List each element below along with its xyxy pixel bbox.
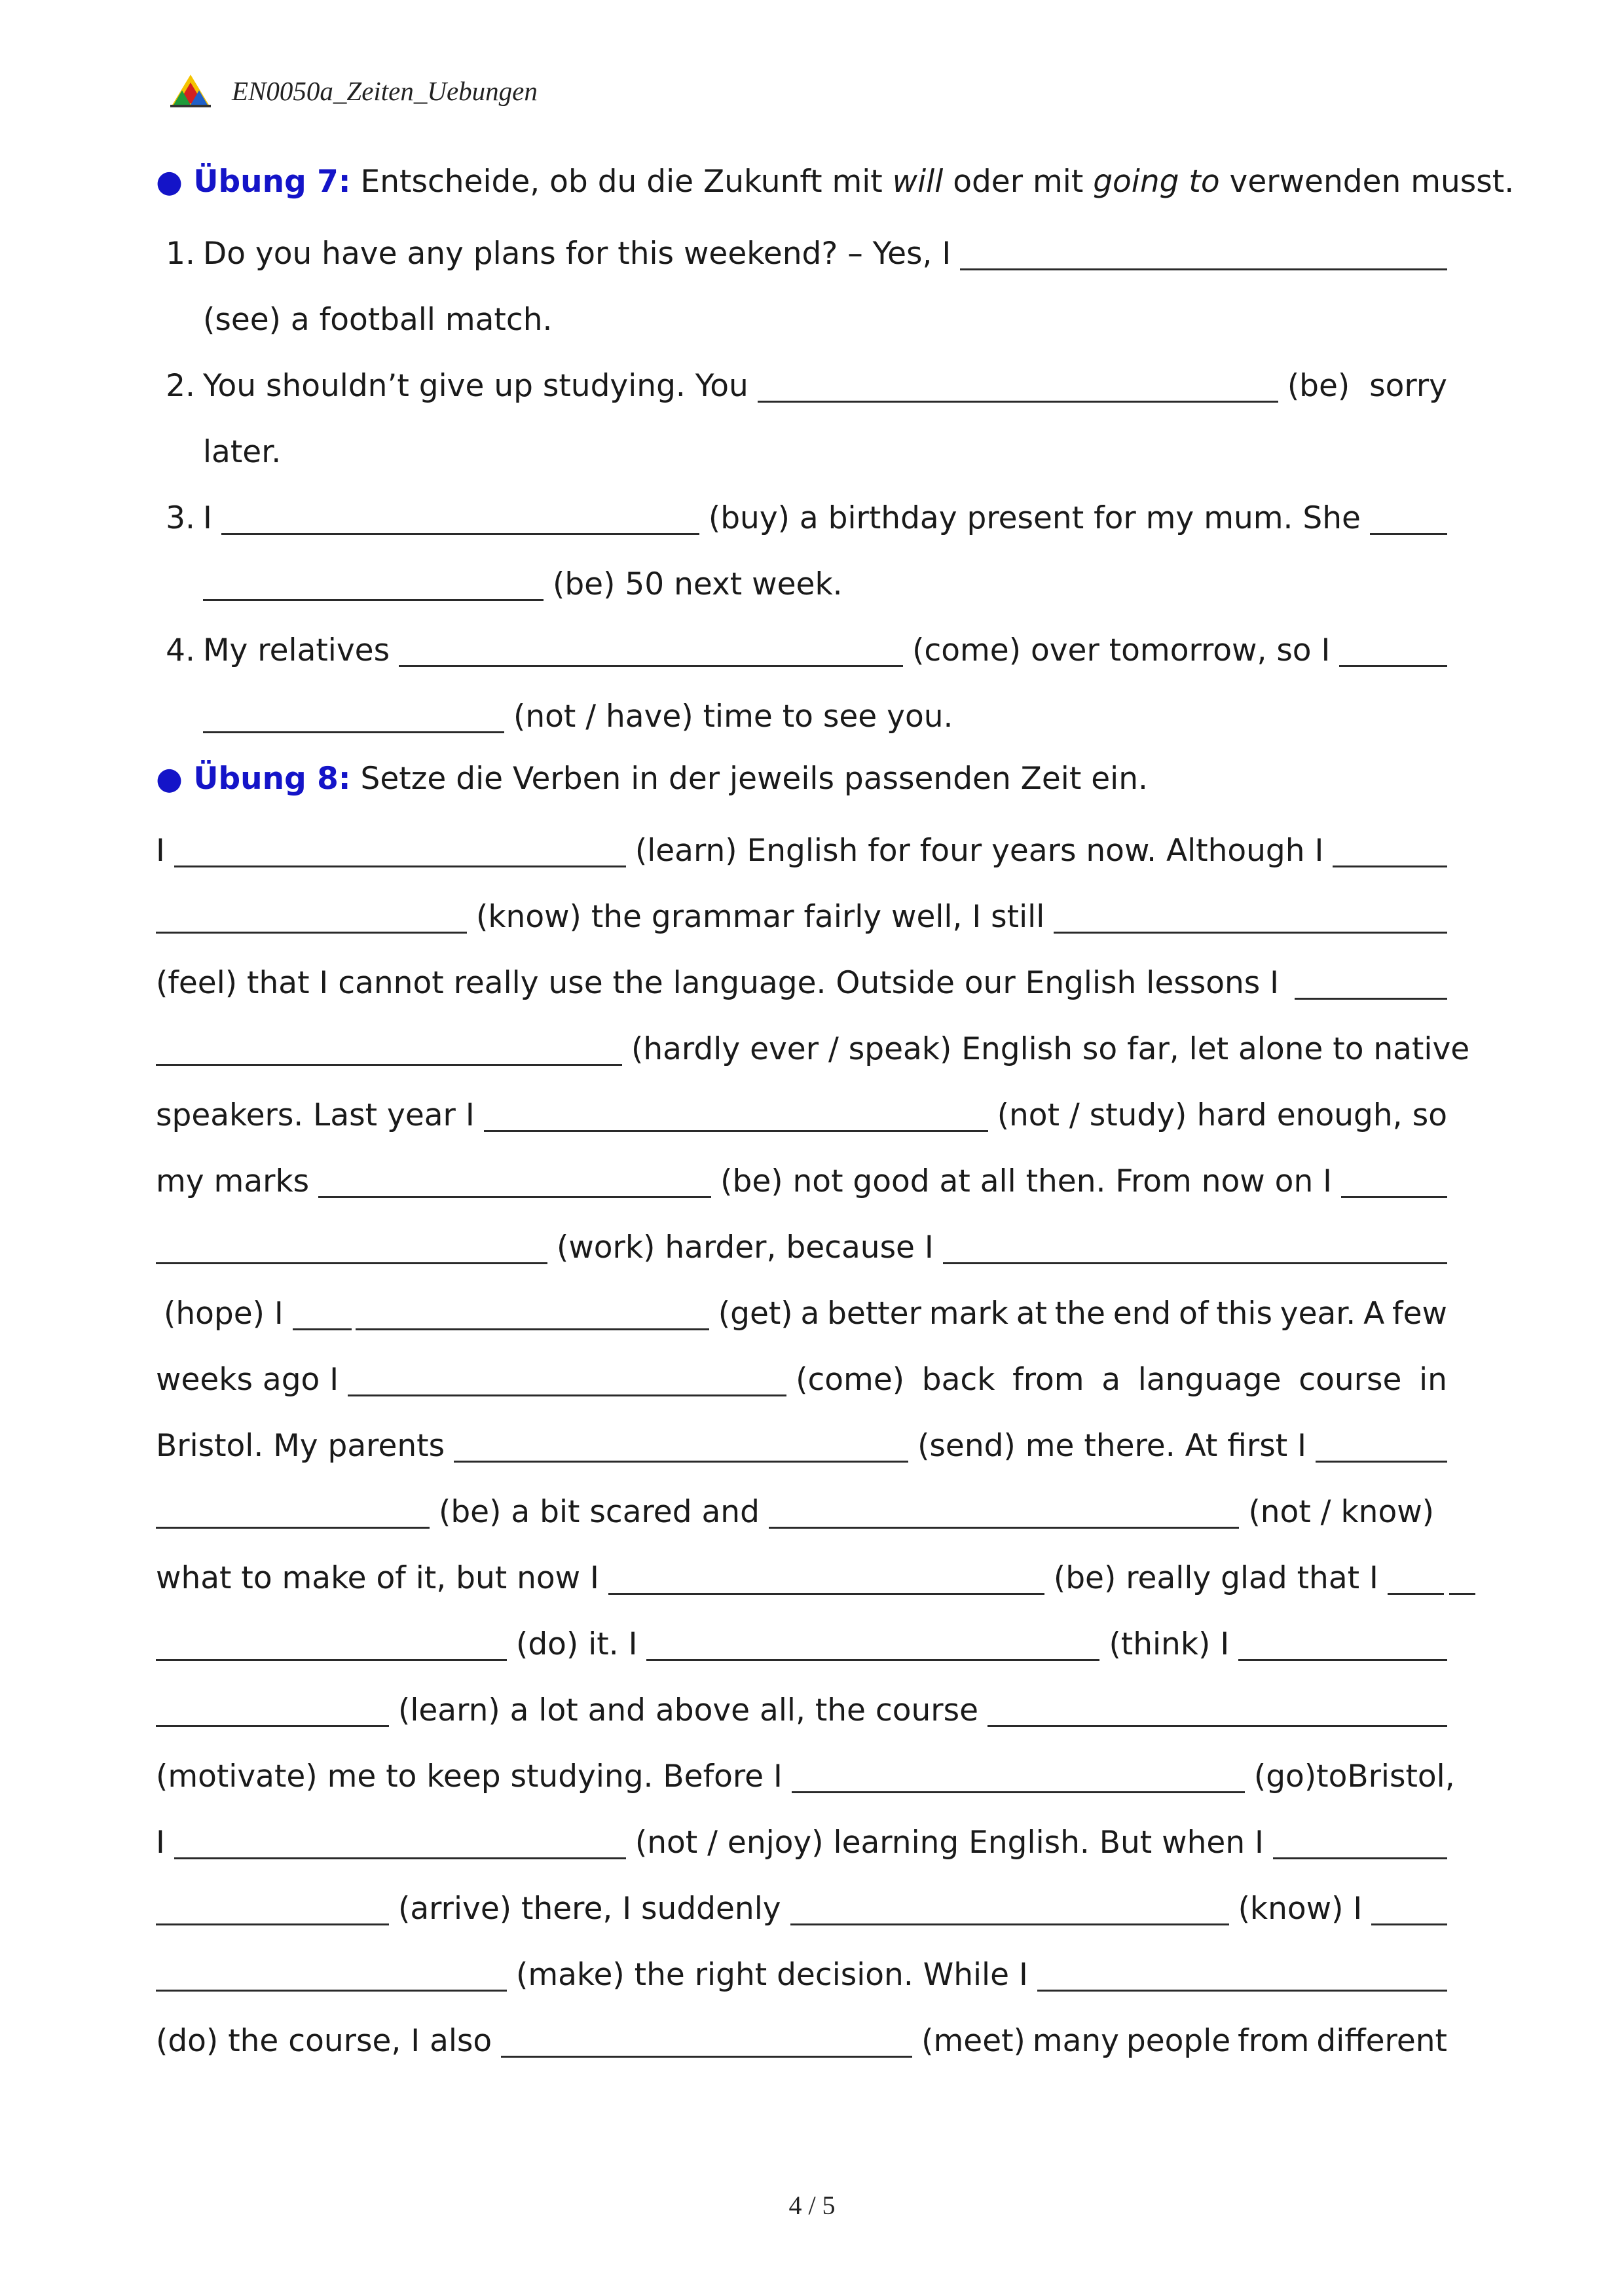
text-segment: hard bbox=[1196, 1097, 1267, 1133]
text-segment: at bbox=[1016, 1296, 1047, 1332]
text-line bbox=[156, 811, 1447, 877]
answer-blank[interactable] bbox=[221, 532, 699, 535]
instruction-going-to: going to bbox=[1093, 164, 1220, 200]
text-segment: (be) not good at all then. From now on I bbox=[720, 1163, 1333, 1199]
text-segment: what to make of it, but now I bbox=[156, 1560, 599, 1596]
document-title: EN0050a_Zeiten_Uebungen bbox=[232, 76, 538, 106]
text-line bbox=[156, 1604, 1447, 1670]
text-segment: My relatives bbox=[203, 632, 390, 668]
text-line bbox=[156, 1406, 1447, 1472]
text-line bbox=[156, 1538, 1447, 1604]
text-segment: a bbox=[1101, 1362, 1121, 1398]
text-segment: I bbox=[156, 1825, 165, 1861]
text-segment: (know) I bbox=[1238, 1891, 1363, 1927]
text-segment: (buy) a birthday present for my mum. She bbox=[708, 500, 1361, 536]
text-segment: A bbox=[1363, 1296, 1385, 1332]
item-2-line-1 bbox=[156, 346, 1447, 412]
text-segment: better bbox=[827, 1296, 921, 1332]
answer-blank[interactable] bbox=[792, 1790, 1245, 1793]
answer-blank[interactable] bbox=[1339, 664, 1447, 667]
text-segment: end bbox=[1113, 1296, 1172, 1332]
answer-blank[interactable] bbox=[1449, 1592, 1475, 1595]
text-line bbox=[156, 1009, 1470, 1075]
text-segment: (get) bbox=[718, 1296, 793, 1332]
text-segment: (learn) a lot and above all, the course bbox=[398, 1692, 979, 1728]
answer-blank[interactable] bbox=[501, 2054, 912, 2058]
answer-blank[interactable] bbox=[203, 730, 504, 733]
answer-blank[interactable] bbox=[608, 1592, 1044, 1595]
text-line bbox=[156, 1141, 1447, 1207]
text-line bbox=[156, 877, 1447, 943]
text-segment: so bbox=[1412, 1097, 1447, 1133]
text-segment: (be) a bit scared and bbox=[439, 1494, 760, 1530]
text-segment: I bbox=[203, 500, 212, 536]
page-number: 4 / 5 bbox=[788, 2191, 836, 2220]
item-4-line-1 bbox=[156, 610, 1447, 676]
answer-blank[interactable] bbox=[1371, 1922, 1447, 1925]
text-segment: (do) it. I bbox=[516, 1626, 638, 1662]
text-segment: (meet) bbox=[921, 2023, 1025, 2059]
item-3-line-1 bbox=[156, 478, 1447, 544]
text-segment: speakers. Last year I bbox=[156, 1097, 475, 1133]
text-segment: (do) the course, I also bbox=[156, 2023, 492, 2059]
text-segment: my marks bbox=[156, 1163, 310, 1199]
item-4-line-2 bbox=[203, 676, 1447, 742]
text-segment: few bbox=[1392, 1296, 1447, 1332]
answer-blank[interactable] bbox=[1273, 1856, 1447, 1859]
answer-blank[interactable] bbox=[156, 1063, 622, 1066]
text-segment: (hope) I bbox=[164, 1296, 284, 1332]
text-line bbox=[156, 2001, 1447, 2067]
answer-blank[interactable] bbox=[790, 1922, 1229, 1925]
text-segment: weeks ago I bbox=[156, 1362, 339, 1398]
answer-blank[interactable] bbox=[293, 1327, 352, 1330]
text-segment: (be) 50 next week. bbox=[553, 566, 843, 602]
text-segment: from bbox=[1012, 1362, 1084, 1398]
answer-blank[interactable] bbox=[156, 1261, 547, 1264]
text-segment: back bbox=[921, 1362, 995, 1398]
answer-blank[interactable] bbox=[943, 1261, 1447, 1264]
exercise-8-label: ● Übung 8: bbox=[156, 761, 351, 797]
text-segment: from bbox=[1238, 2023, 1310, 2059]
exercise-7-label: ● Übung 7: bbox=[156, 164, 351, 200]
answer-blank[interactable] bbox=[1295, 996, 1447, 1000]
text-segment: (hardly ever / speak) English so far, let alone to native bbox=[631, 1031, 1470, 1067]
instruction-text: oder mit bbox=[943, 164, 1094, 200]
answer-blank[interactable] bbox=[174, 1856, 626, 1859]
answer-blank[interactable] bbox=[356, 1327, 709, 1330]
item-1-line-1 bbox=[156, 213, 1447, 280]
item-number: 1. bbox=[166, 236, 195, 272]
text-line bbox=[156, 1670, 1447, 1736]
text-line bbox=[156, 1736, 1455, 1802]
answer-blank[interactable] bbox=[156, 1988, 507, 1992]
text-segment: (not / know) bbox=[1248, 1494, 1434, 1530]
page-header bbox=[169, 73, 538, 109]
text-segment: Do you have any plans for this weekend? – Yes, I bbox=[203, 236, 951, 272]
text-segment: mark bbox=[929, 1296, 1008, 1332]
text-segment: (come) bbox=[796, 1362, 905, 1398]
text-segment: in bbox=[1419, 1362, 1447, 1398]
text-segment: (motivate) me to keep studying. Before I bbox=[156, 1758, 783, 1795]
text-segment: (see) a football match. bbox=[203, 302, 553, 338]
instruction-text: Setze die Verben in der jeweils passenden Zeit ein. bbox=[350, 761, 1148, 797]
answer-blank[interactable] bbox=[348, 1393, 786, 1396]
answer-blank[interactable] bbox=[1370, 532, 1447, 535]
answer-blank[interactable] bbox=[484, 1129, 988, 1132]
text-line bbox=[156, 1935, 1447, 2001]
exercise-8-heading bbox=[156, 748, 1447, 811]
text-segment: different bbox=[1316, 2023, 1447, 2059]
text-line bbox=[156, 943, 1447, 1009]
answer-blank[interactable] bbox=[156, 930, 467, 934]
text-segment: enough, bbox=[1276, 1097, 1403, 1133]
item-number: 4. bbox=[166, 632, 195, 668]
text-line bbox=[156, 1273, 1447, 1339]
answer-blank[interactable] bbox=[1333, 864, 1447, 867]
answer-blank[interactable] bbox=[454, 1459, 908, 1463]
text-segment: a bbox=[800, 1296, 820, 1332]
exercise-7-heading bbox=[156, 151, 1515, 213]
text-segment: (not / study) bbox=[997, 1097, 1187, 1133]
answer-blank[interactable] bbox=[203, 598, 544, 601]
text-line bbox=[156, 1075, 1447, 1141]
answer-blank[interactable] bbox=[174, 864, 626, 867]
answer-blank[interactable] bbox=[960, 267, 1447, 270]
text-line bbox=[156, 1802, 1447, 1868]
text-line bbox=[156, 1472, 1447, 1538]
text-segment: year. bbox=[1280, 1296, 1356, 1332]
text-segment: (go) bbox=[1253, 1758, 1317, 1795]
answer-blank[interactable] bbox=[1388, 1592, 1444, 1595]
text-line bbox=[156, 1868, 1447, 1935]
answer-blank[interactable] bbox=[758, 399, 1278, 403]
item-number: 2. bbox=[166, 368, 195, 404]
text-segment: (learn) English for four years now. Although I bbox=[635, 833, 1324, 869]
instruction-will: will bbox=[892, 164, 944, 200]
text-segment: Bristol, bbox=[1347, 1758, 1455, 1795]
answer-blank[interactable] bbox=[156, 1922, 389, 1925]
text-segment: (be) really glad that I bbox=[1053, 1560, 1378, 1596]
text-segment: (not / enjoy) learning English. But when I bbox=[635, 1825, 1264, 1861]
answer-blank[interactable] bbox=[156, 1658, 507, 1661]
text-segment: of bbox=[1179, 1296, 1209, 1332]
answer-blank[interactable] bbox=[318, 1195, 711, 1198]
answer-blank[interactable] bbox=[156, 1724, 389, 1727]
text-segment: (feel) that I cannot really use the language. Outside our English lessons I bbox=[156, 965, 1280, 1001]
text-segment: (work) harder, because I bbox=[557, 1230, 934, 1266]
text-segment: Bristol. My parents bbox=[156, 1428, 445, 1464]
answer-blank[interactable] bbox=[399, 664, 903, 667]
text-segment: I bbox=[156, 833, 165, 869]
item-2-line-2 bbox=[203, 412, 1447, 478]
answer-blank[interactable] bbox=[646, 1658, 1099, 1661]
answer-blank[interactable] bbox=[156, 1525, 430, 1529]
logo-icon bbox=[169, 73, 212, 109]
answer-blank[interactable] bbox=[1054, 930, 1447, 934]
text-segment: You shouldn’t give up studying. You bbox=[203, 368, 748, 404]
text-segment: this bbox=[1216, 1296, 1272, 1332]
text-line bbox=[156, 1339, 1447, 1406]
item-number: 3. bbox=[166, 500, 195, 536]
text-segment: the bbox=[1054, 1296, 1105, 1332]
text-segment: (make) the right decision. While I bbox=[516, 1957, 1028, 1993]
instruction-text: verwenden musst. bbox=[1219, 164, 1515, 200]
answer-blank[interactable] bbox=[769, 1525, 1240, 1529]
text-segment: (not / have) time to see you. bbox=[513, 699, 953, 735]
text-line bbox=[156, 1207, 1447, 1273]
text-segment: language bbox=[1137, 1362, 1282, 1398]
item-1-line-2 bbox=[203, 280, 1447, 346]
answer-blank[interactable] bbox=[987, 1724, 1447, 1727]
answer-blank[interactable] bbox=[1238, 1658, 1447, 1661]
text-segment: many bbox=[1032, 2023, 1119, 2059]
answer-blank[interactable] bbox=[1037, 1988, 1447, 1992]
answer-blank[interactable] bbox=[1316, 1459, 1447, 1463]
item-3-line-2 bbox=[203, 544, 1447, 610]
text-segment: (know) the grammar fairly well, I still bbox=[476, 899, 1045, 935]
text-segment: (come) over tomorrow, so I bbox=[912, 632, 1331, 668]
text-segment: later. bbox=[203, 434, 282, 470]
text-segment: (send) me there. At first I bbox=[917, 1428, 1306, 1464]
text-segment: course bbox=[1299, 1362, 1402, 1398]
instruction-text: Entscheide, ob du die Zukunft mit bbox=[350, 164, 893, 200]
text-segment: (arrive) there, I suddenly bbox=[398, 1891, 781, 1927]
answer-blank[interactable] bbox=[1341, 1195, 1447, 1198]
worksheet-content bbox=[156, 151, 1515, 2067]
text-segment: (be) sorry bbox=[1287, 368, 1447, 404]
text-segment: (think) I bbox=[1109, 1626, 1230, 1662]
text-segment: people bbox=[1126, 2023, 1231, 2059]
text-segment: to bbox=[1316, 1758, 1348, 1795]
